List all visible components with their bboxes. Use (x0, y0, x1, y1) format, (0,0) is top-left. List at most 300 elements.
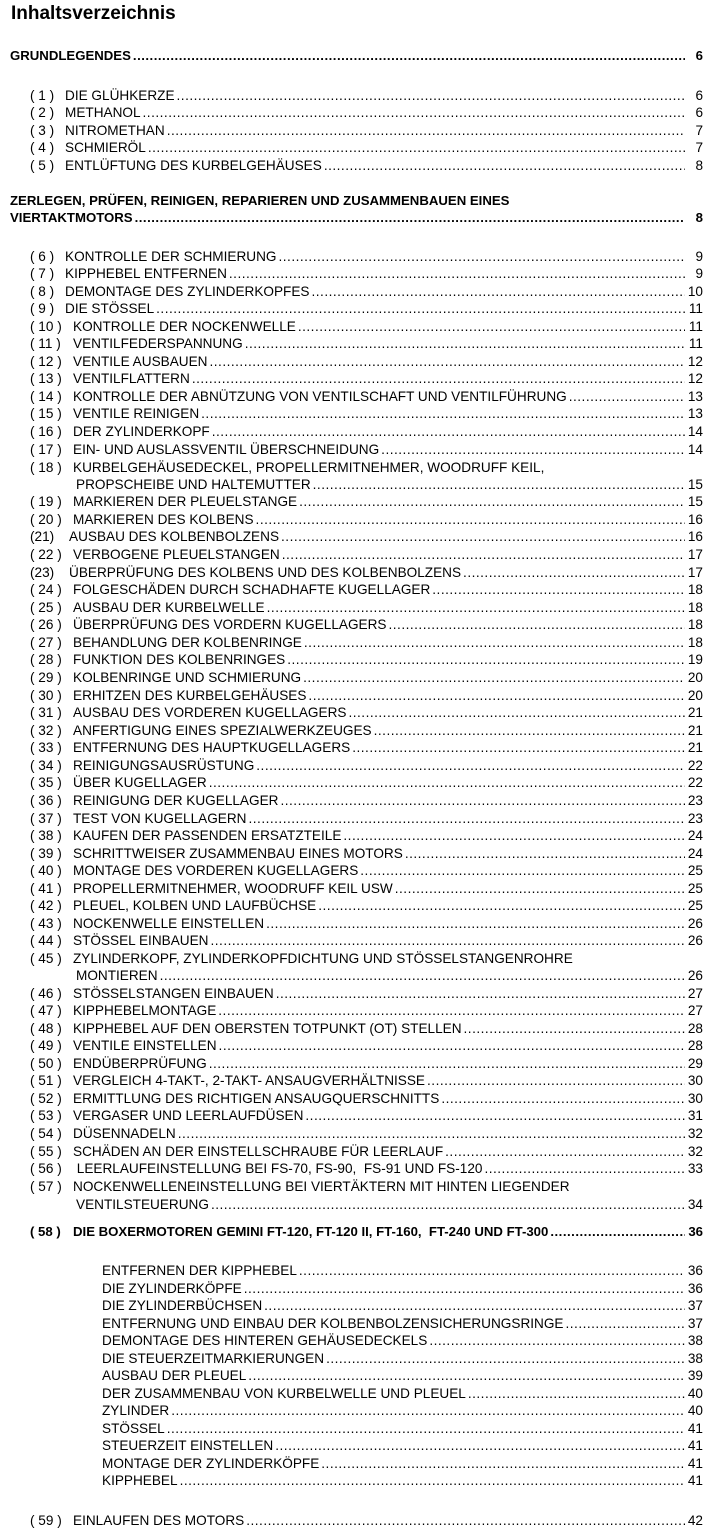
toc-leader-dots (287, 651, 685, 668)
toc-leader-dots (321, 1455, 685, 1472)
toc-entry-number: ( 29 ) (30, 670, 62, 685)
toc-entry[interactable] (0, 370, 713, 387)
toc-entry[interactable] (0, 581, 713, 598)
toc-entry[interactable] (0, 104, 713, 121)
toc-entry[interactable] (0, 827, 713, 844)
toc-entry-page: 21 (687, 723, 703, 738)
toc-entry[interactable] (0, 1178, 713, 1195)
toc-entry-title: VENTILFLATTERN (73, 371, 190, 386)
toc-leader-dots (282, 546, 685, 563)
toc-entry-number: ( 2 ) (30, 105, 55, 120)
toc-entry[interactable] (0, 493, 713, 510)
toc-entry-number: ( 52 ) (30, 1091, 62, 1106)
toc-entry-title: BEHANDLUNG DER KOLBENRINGE (73, 635, 302, 650)
toc-leader-dots (201, 405, 685, 422)
toc-entry-title: VENTILE REINIGEN (73, 406, 200, 421)
toc-entry[interactable] (0, 157, 713, 174)
toc-entry-number: ( 22 ) (30, 547, 62, 562)
toc-leader-dots (256, 757, 685, 774)
toc-entry[interactable] (0, 1020, 713, 1037)
toc-entry-page: 36 (688, 1224, 703, 1239)
toc-entry-number: ( 37 ) (30, 811, 62, 826)
toc-entry-title: ENDÜBERPRÜFUNG (73, 1056, 207, 1071)
toc-entry-title: KIPPHEBEL AUF DEN OBERSTEN TOTPUNKT (OT) STELLEN (73, 1021, 462, 1036)
toc-entry[interactable] (0, 1512, 713, 1529)
toc-entry[interactable] (0, 1262, 713, 1279)
toc-entry-title: STÖSSEL (102, 1421, 165, 1436)
toc-entry-title: REINIGUNGSAUSRÜSTUNG (73, 758, 255, 773)
toc-entry[interactable] (0, 792, 713, 809)
toc-leader-dots (245, 335, 685, 352)
toc-entry-number: ( 56 ) (30, 1161, 62, 1176)
toc-leader-dots (405, 845, 685, 862)
toc-entry-page: 26 (687, 916, 703, 931)
toc-entry-number: ( 35 ) (30, 775, 62, 790)
toc-entry[interactable] (0, 546, 713, 563)
toc-entry-page: 15 (687, 494, 703, 509)
toc-entry-title: KAUFEN DER PASSENDEN ERSATZTEILE (73, 828, 342, 843)
toc-leader-dots (432, 581, 685, 598)
toc-entry-page: 11 (688, 319, 703, 334)
toc-entry-number: ( 57 ) (30, 1179, 62, 1194)
toc-entry-page: 20 (687, 688, 703, 703)
toc-entry-title: VENTILE AUSBAUEN (73, 354, 208, 369)
toc-entry-page: 10 (687, 284, 703, 299)
toc-entry-page: 42 (687, 1513, 703, 1528)
toc-leader-dots (463, 564, 685, 581)
toc-entry-title: VENTILE EINSTELLEN (73, 1038, 217, 1053)
toc-entry-page: 32 (687, 1144, 703, 1159)
toc-entry-title: DIE ZYLINDERBÜCHSEN (102, 1298, 263, 1313)
toc-entry[interactable] (0, 1055, 713, 1072)
toc-entry-page: 24 (687, 828, 703, 843)
toc-entry-page: 14 (687, 424, 703, 439)
toc-entry-page: 6 (695, 48, 703, 63)
toc-entry-page: 13 (687, 406, 703, 421)
toc-entry-number: ( 50 ) (30, 1056, 62, 1071)
toc-entry[interactable] (0, 1420, 713, 1437)
toc-entry[interactable] (0, 651, 713, 668)
toc-entry-title: ZERLEGEN, PRÜFEN, REINIGEN, REPARIEREN UND ZUSAMMENBAUEN EINES (10, 193, 510, 208)
toc-leader-dots (160, 967, 685, 984)
toc-leader-dots (167, 122, 685, 139)
toc-entry-number: ( 41 ) (30, 881, 62, 896)
toc-entry[interactable] (0, 248, 713, 265)
toc-entry-title: MONTIEREN (76, 968, 158, 983)
toc-entry-page: 16 (687, 529, 703, 544)
toc-entry-number: ( 7 ) (30, 266, 55, 281)
toc-entry[interactable] (0, 774, 713, 791)
toc-entry-number: ( 30 ) (30, 688, 62, 703)
toc-entry[interactable] (0, 845, 713, 862)
toc-entry-page: 21 (687, 740, 703, 755)
toc-entry-title: MARKIEREN DER PLEUELSTANGE (73, 494, 298, 509)
toc-entry-page: 17 (687, 547, 703, 562)
toc-entry-page: 28 (687, 1021, 703, 1036)
toc-entry[interactable] (0, 1037, 713, 1054)
toc-entry[interactable] (0, 669, 713, 686)
toc-entry-page: 12 (687, 354, 703, 369)
toc-entry-number: ( 20 ) (30, 512, 62, 527)
toc-leader-dots (267, 599, 685, 616)
toc-entry-title: NOCKENWELLE EINSTELLEN (73, 916, 265, 931)
toc-entry-title: DÜSENNADELN (73, 1126, 176, 1141)
toc-entry-title: NOCKENWELLENEINSTELLUNG BEI VIERTÄKTERN MIT HINTEN LIEGENDER (73, 1179, 570, 1194)
toc-entry[interactable] (0, 1437, 713, 1454)
toc-entry-page: 41 (687, 1456, 703, 1471)
toc-entry-number: ( 24 ) (30, 582, 62, 597)
toc-entry-number: ( 58 ) (30, 1224, 61, 1239)
toc-entry[interactable] (0, 739, 713, 756)
toc-entry-title: KIPPHEBEL (102, 1473, 178, 1488)
toc-entry-title: DER ZYLINDERKOPF (73, 424, 210, 439)
toc-entry[interactable] (0, 423, 713, 440)
toc-entry[interactable] (0, 1472, 713, 1489)
toc-entry-number: ( 27 ) (30, 635, 62, 650)
toc-entry[interactable] (0, 915, 713, 932)
toc-leader-dots (244, 1280, 685, 1297)
toc-entry-title: VIERTAKTMOTORS (10, 210, 133, 225)
toc-leader-dots (464, 1020, 685, 1037)
toc-entry[interactable] (0, 139, 713, 156)
toc-entry-number: ( 19 ) (30, 494, 62, 509)
toc-entry[interactable] (0, 1350, 713, 1367)
toc-entry[interactable] (0, 476, 713, 493)
toc-entry-number: ( 8 ) (30, 284, 55, 299)
toc-entry-title: AUSBAU DER PLEUEL (102, 1368, 247, 1383)
toc-entry[interactable] (0, 1160, 713, 1177)
toc-entry[interactable] (0, 441, 713, 458)
toc-entry[interactable] (0, 616, 713, 633)
toc-entry-page: 24 (687, 846, 703, 861)
toc-entry[interactable] (0, 599, 713, 616)
toc-leader-dots (218, 1002, 685, 1019)
toc-entry-number: ( 36 ) (30, 793, 62, 808)
toc-entry-title: MARKIEREN DES KOLBENS (73, 512, 254, 527)
toc-entry[interactable] (0, 634, 713, 651)
toc-leader-dots (311, 283, 685, 300)
toc-entry[interactable] (0, 757, 713, 774)
toc-entry[interactable] (0, 1297, 713, 1314)
toc-entry-page: 17 (687, 565, 703, 580)
toc-entry[interactable] (0, 283, 713, 300)
toc-entry-title: KIPPHEBEL ENTFERNEN (65, 266, 227, 281)
toc-entry-page: 25 (687, 898, 703, 913)
toc-leader-dots (156, 300, 685, 317)
toc-entry[interactable] (0, 405, 713, 422)
toc-entry-title: PLEUEL, KOLBEN UND LAUFBÜCHSE (73, 898, 317, 913)
toc-entry-page: 16 (687, 512, 703, 527)
toc-leader-dots (279, 248, 686, 265)
toc-entry-title: ENTLÜFTUNG DES KURBELGEHÄUSES (65, 158, 322, 173)
toc-entry[interactable] (0, 335, 713, 352)
toc-leader-dots (178, 1125, 685, 1142)
toc-entry-title: DIE ZYLINDERKÖPFE (102, 1281, 242, 1296)
toc-leader-dots (167, 1420, 685, 1437)
toc-entry[interactable] (0, 687, 713, 704)
toc-entry-title: ENTFERNEN DER KIPPHEBEL (102, 1263, 297, 1278)
toc-entry-number: ( 5 ) (30, 158, 55, 173)
toc-leader-dots (171, 1402, 685, 1419)
toc-entry-page: 28 (687, 1038, 703, 1053)
toc-entry-title: AUSBAU DES VORDEREN KUGELLAGERS (73, 705, 347, 720)
toc-entry-page: 14 (687, 442, 703, 457)
toc-entry-number: ( 54 ) (30, 1126, 62, 1141)
toc-entry-title: TEST VON KUGELLAGERN (73, 811, 247, 826)
toc-entry-page: 9 (695, 266, 703, 281)
toc-entry[interactable] (0, 87, 713, 104)
toc-entry-page: 41 (687, 1421, 703, 1436)
toc-entry-page: 37 (687, 1298, 703, 1313)
toc-leader-dots (276, 985, 685, 1002)
toc-entry-title: DEMONTAGE DES HINTEREN GEHÄUSEDECKELS (102, 1333, 428, 1348)
toc-entry-number: (23) (30, 565, 55, 580)
toc-leader-dots (281, 528, 685, 545)
toc-entry-number: ( 34 ) (30, 758, 62, 773)
toc-entry[interactable] (0, 209, 713, 226)
toc-entry-number: ( 13 ) (30, 371, 62, 386)
toc-entry-page: 27 (687, 986, 703, 1001)
toc-entry[interactable] (0, 1367, 713, 1384)
toc-entry-page: 36 (687, 1263, 703, 1278)
toc-entry-title: EIN- UND AUSLASSVENTIL ÜBERSCHNEIDUNG (73, 442, 380, 457)
toc-entry-page: 22 (687, 775, 703, 790)
toc-entry-title: ZYLINDERKOPF, ZYLINDERKOPFDICHTUNG UND STÖSSELSTANGENROHRE (73, 951, 573, 966)
toc-entry[interactable] (0, 528, 713, 545)
toc-entry[interactable] (0, 1280, 713, 1297)
toc-entry[interactable] (0, 1125, 713, 1142)
toc-entry-title: SCHRITTWEISER ZUSAMMENBAU EINES MOTORS (73, 846, 403, 861)
toc-entry-page: 6 (695, 88, 703, 103)
toc-leader-dots (429, 1332, 685, 1349)
toc-entry[interactable] (0, 47, 713, 64)
toc-leader-dots (264, 1297, 685, 1314)
toc-entry-page: 11 (688, 336, 703, 351)
toc-entry-page: 41 (687, 1473, 703, 1488)
toc-entry-page: 26 (687, 933, 703, 948)
toc-entry[interactable] (0, 122, 713, 139)
toc-leader-dots (308, 687, 685, 704)
toc-entry-page: 18 (687, 582, 703, 597)
toc-entry-page: 12 (687, 371, 703, 386)
toc-entry[interactable] (0, 1196, 713, 1213)
toc-entry-title: STÖSSEL EINBAUEN (73, 933, 209, 948)
toc-entry-number: ( 55 ) (30, 1144, 62, 1159)
toc-leader-dots (211, 1196, 685, 1213)
toc-entry-number: ( 38 ) (30, 828, 62, 843)
toc-entry[interactable] (0, 192, 713, 209)
toc-leader-dots (299, 493, 685, 510)
toc-entry-page: 21 (687, 705, 703, 720)
toc-entry-title: VERGLEICH 4-TAKT-, 2-TAKT- ANSAUGVERHÄLTNISSE (73, 1073, 426, 1088)
toc-entry[interactable] (0, 1090, 713, 1107)
toc-entry-title: DIE STEUERZEITMARKIERUNGEN (102, 1351, 325, 1366)
toc-leader-dots (209, 774, 685, 791)
toc-entry[interactable] (0, 388, 713, 405)
toc-leader-dots (210, 932, 685, 949)
toc-entry-number: ( 47 ) (30, 1003, 62, 1018)
toc-leader-dots (299, 1262, 685, 1279)
toc-entry-number: ( 6 ) (30, 249, 55, 264)
toc-leader-dots (133, 47, 685, 64)
toc-entry[interactable] (0, 459, 713, 476)
toc-entry[interactable] (0, 1455, 713, 1472)
toc-entry-page: 8 (695, 210, 703, 225)
toc-entry-number: ( 15 ) (30, 406, 62, 421)
toc-entry[interactable] (0, 932, 713, 949)
toc-entry-title: ERMITTLUNG DES RICHTIGEN ANSAUGQUERSCHNITTS (73, 1091, 440, 1106)
toc-entry[interactable] (0, 353, 713, 370)
toc-entry-number: ( 18 ) (30, 460, 62, 475)
toc-entry-number: ( 45 ) (30, 951, 62, 966)
toc-entry-title: MONTAGE DES VORDEREN KUGELLAGERS (73, 863, 359, 878)
toc-entry[interactable] (0, 300, 713, 317)
toc-entry-page: 30 (687, 1091, 703, 1106)
toc-entry-number: ( 59 ) (30, 1513, 62, 1528)
toc-leader-dots (209, 1055, 685, 1072)
toc-entry[interactable] (0, 1002, 713, 1019)
toc-leader-dots (143, 104, 685, 121)
toc-leader-dots (441, 1090, 685, 1107)
toc-entry-page: 9 (695, 249, 703, 264)
toc-entry-title: VENTILFEDERSPANNUNG (73, 336, 243, 351)
toc-entry[interactable] (0, 1315, 713, 1332)
toc-leader-dots (566, 1315, 686, 1332)
toc-entry-page: 37 (687, 1316, 703, 1331)
toc-entry-number: ( 1 ) (30, 88, 55, 103)
toc-entry-number: ( 10 ) (30, 319, 62, 334)
toc-entry-page: 6 (695, 105, 703, 120)
toc-entry-number: ( 39 ) (30, 846, 62, 861)
toc-entry-page: 26 (687, 968, 703, 983)
toc-entry-title: GRUNDLEGENDES (10, 48, 131, 63)
toc-leader-dots (343, 827, 685, 844)
toc-entry[interactable] (0, 1402, 713, 1419)
toc-entry[interactable] (0, 1385, 713, 1402)
toc-entry-number: ( 16 ) (30, 424, 62, 439)
toc-entry-number: ( 51 ) (30, 1073, 62, 1088)
toc-leader-dots (209, 353, 685, 370)
toc-entry[interactable] (0, 722, 713, 739)
toc-entry-title: KIPPHEBELMONTAGE (73, 1003, 217, 1018)
toc-entry-number: ( 26 ) (30, 617, 62, 632)
toc-entry-page: 23 (687, 811, 703, 826)
toc-entry-number: ( 9 ) (30, 301, 55, 316)
toc-entry[interactable] (0, 318, 713, 335)
toc-entry-page: 23 (687, 793, 703, 808)
toc-leader-dots (135, 209, 685, 226)
toc-entry-number: ( 46 ) (30, 986, 62, 1001)
toc-entry-page: 33 (687, 1161, 703, 1176)
toc-entry-page: 7 (695, 140, 703, 155)
toc-entry-page: 40 (687, 1403, 703, 1418)
toc-entry-number: ( 31 ) (30, 705, 62, 720)
toc-entry-title: VENTILSTEUERUNG (76, 1197, 209, 1212)
toc-entry-number: ( 17 ) (30, 442, 62, 457)
toc-entry[interactable] (0, 704, 713, 721)
toc-leader-dots (246, 1512, 685, 1529)
toc-entry-number: ( 49 ) (30, 1038, 62, 1053)
toc-entry-number: ( 32 ) (30, 723, 62, 738)
toc-entry-title: KOLBENRINGE UND SCHMIERUNG (73, 670, 302, 685)
toc-entry[interactable] (0, 265, 713, 282)
toc-entry-number: ( 44 ) (30, 933, 62, 948)
toc-entry-page: 39 (687, 1368, 703, 1383)
toc-entry[interactable] (0, 810, 713, 827)
toc-entry-title: SCHÄDEN AN DER EINSTELLSCHRAUBE FÜR LEERLAUF (73, 1144, 444, 1159)
toc-entry[interactable] (0, 1143, 713, 1160)
toc-entry-title: AUSBAU DES KOLBENBOLZENS (69, 529, 280, 544)
toc-entry-title: ÜBER KUGELLAGER (73, 775, 207, 790)
toc-entry-page: 7 (695, 123, 703, 138)
toc-entry-page: 25 (687, 881, 703, 896)
toc-entry-page: 18 (687, 635, 703, 650)
toc-entry[interactable] (0, 880, 713, 897)
toc-entry-title: DER ZUSAMMENBAU VON KURBELWELLE UND PLEUEL (102, 1386, 466, 1401)
toc-leader-dots (569, 388, 685, 405)
toc-entry-page: 19 (687, 652, 703, 667)
toc-leader-dots (388, 616, 685, 633)
toc-entry-title: KONTROLLE DER SCHMIERUNG (65, 249, 277, 264)
toc-entry-page: 18 (687, 600, 703, 615)
toc-entry[interactable] (0, 985, 713, 1002)
toc-entry-number: ( 33 ) (30, 740, 62, 755)
toc-entry-page: 22 (687, 758, 703, 773)
toc-leader-dots (427, 1072, 685, 1089)
toc-entry[interactable] (0, 1107, 713, 1124)
toc-entry[interactable] (0, 1072, 713, 1089)
toc-entry[interactable] (0, 862, 713, 879)
toc-entry-number: ( 53 ) (30, 1108, 62, 1123)
toc-leader-dots (248, 1367, 685, 1384)
toc-entry-page: 41 (687, 1438, 703, 1453)
toc-entry-page: 31 (687, 1108, 703, 1123)
toc-leader-dots (360, 862, 685, 879)
toc-entry-number: ( 11 ) (30, 336, 61, 351)
toc-entry-title: EINLAUFEN DES MOTORS (73, 1513, 245, 1528)
toc-leader-dots (266, 915, 685, 932)
toc-leader-dots (318, 897, 685, 914)
toc-entry-title: KURBELGEHÄUSEDECKEL, PROPELLERMITNEHMER, WOODRUFF KEIL, (73, 460, 545, 475)
toc-entry-page: 38 (687, 1333, 703, 1348)
toc-entry[interactable] (0, 897, 713, 914)
toc-entry-number: (21) (30, 529, 55, 544)
toc-entry-title: VERBOGENE PLEUELSTANGEN (73, 547, 280, 562)
toc-entry-title: KONTROLLE DER NOCKENWELLE (73, 319, 296, 334)
toc-entry[interactable] (0, 1332, 713, 1349)
toc-entry-title: ERHITZEN DES KURBELGEHÄUSES (73, 688, 307, 703)
toc-entry[interactable] (0, 967, 713, 984)
toc-entry-number: ( 12 ) (30, 354, 62, 369)
toc-entry-page: 27 (687, 1003, 703, 1018)
toc-leader-dots (180, 1472, 685, 1489)
toc-entry[interactable] (0, 564, 713, 581)
toc-leader-dots (326, 1350, 685, 1367)
toc-leader-dots (305, 1107, 685, 1124)
toc-entry-title: PROPSCHEIBE UND HALTEMUTTER (76, 477, 311, 492)
toc-entry-title: ÜBERPRÜFUNG DES VORDERN KUGELLAGERS (73, 617, 387, 632)
toc-entry-title: DEMONTAGE DES ZYLINDERKOPFES (65, 284, 310, 299)
toc-entry[interactable] (0, 950, 713, 967)
toc-entry[interactable] (0, 511, 713, 528)
toc-entry[interactable] (0, 1223, 713, 1240)
toc-entry-page: 30 (687, 1073, 703, 1088)
toc-entry-title: DIE GLÜHKERZE (65, 88, 175, 103)
toc-entry-title: SCHMIERÖL (65, 140, 146, 155)
toc-entry-title: KONTROLLE DER ABNÜTZUNG VON VENTILSCHAFT UND VENTILFÜHRUNG (73, 389, 567, 404)
toc-entry-page: 34 (687, 1197, 703, 1212)
toc-entry-number: ( 4 ) (30, 140, 55, 155)
